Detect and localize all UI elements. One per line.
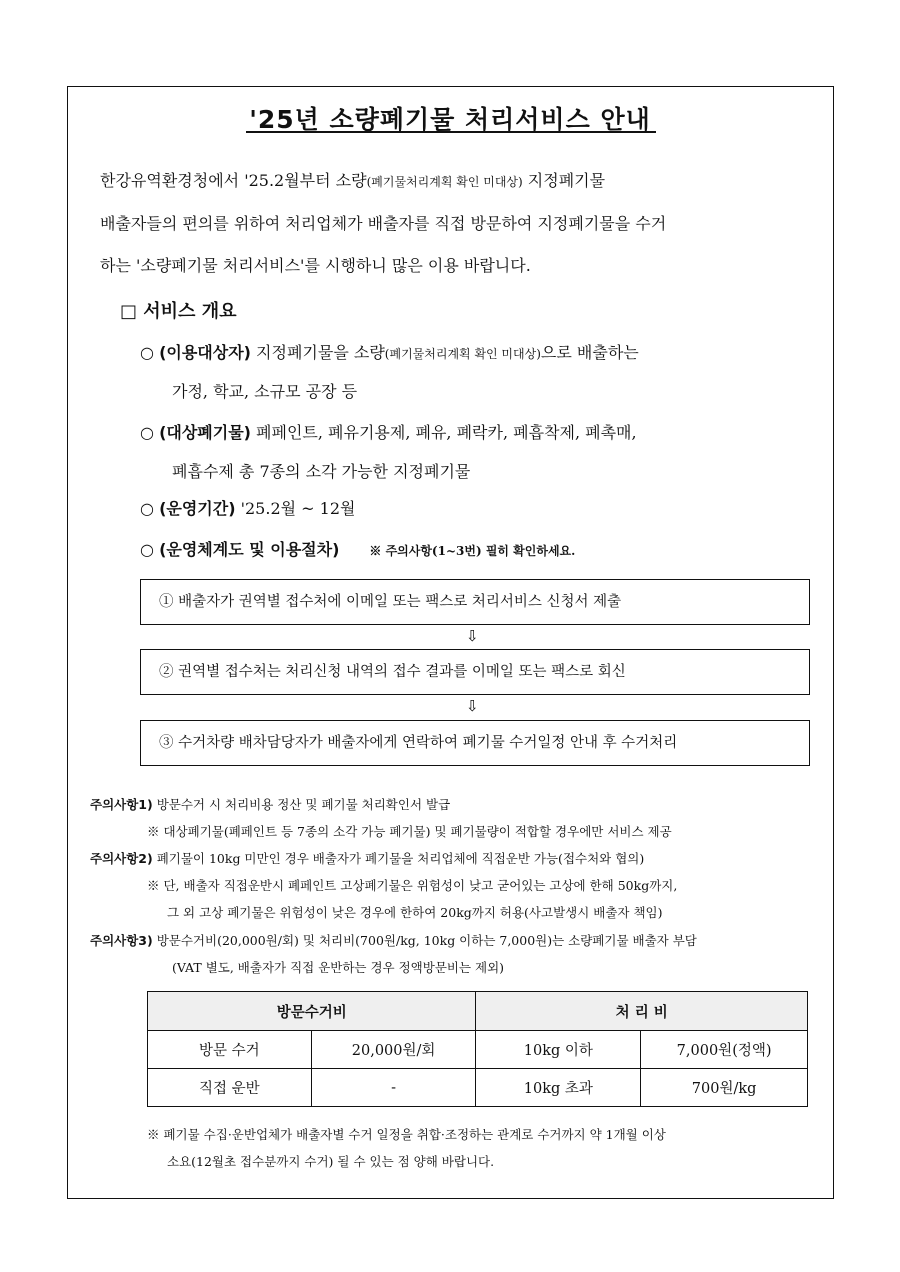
table-cell: 700원/kg: [641, 1069, 808, 1107]
table-row: [148, 1069, 808, 1107]
header-visit-fee: 방문수거비: [148, 992, 476, 1031]
final-note-line-2: 소요(12월초 접수분까지 수거) 될 수 있는 점 양해 바랍니다.: [167, 1154, 495, 1169]
overview-item-target-waste: ○ (대상폐기물) 폐페인트, 폐유기용제, 폐유, 폐락카, 폐흡착제, 폐촉매,: [140, 423, 637, 442]
table-cell: 직접 운반: [148, 1069, 312, 1107]
down-arrow-icon: ⇩: [466, 627, 479, 645]
fee-table-header: [148, 992, 808, 1031]
overview-item-target-users: ○ (이용대상자) 지정폐기물을 소량(폐기물처리계획 확인 미대상)으로 배출하는: [140, 343, 639, 362]
title-underline: [246, 131, 656, 133]
intro-line-3: 하는 '소량폐기물 처리서비스'를 시행하니 많은 이용 바랍니다.: [100, 256, 531, 275]
table-cell: 방문 수거: [148, 1031, 312, 1069]
page-title: '25년 소량폐기물 처리서비스 안내: [249, 105, 651, 134]
process-step-3: ③ 수거차량 배차담당자가 배출자에게 연락하여 폐기물 수거일정 안내 후 수거처리: [140, 720, 810, 766]
note-2: 주의사항2) 폐기물이 10kg 미만인 경우 배출자가 폐기물을 처리업체에 직접운반 가능(접수처와 협의): [90, 851, 645, 866]
process-step-1: ① 배출자가 권역별 접수처에 이메일 또는 팩스로 처리서비스 신청서 제출: [140, 579, 810, 625]
intro-line-2: 배출자들의 편의를 위하여 처리업체가 배출자를 직접 방문하여 지정폐기물을 수거: [100, 214, 667, 233]
note-1: 주의사항1) 방문수거 시 처리비용 정산 및 폐기물 처리확인서 발급: [90, 797, 451, 812]
header-processing-fee: 처 리 비: [476, 992, 808, 1031]
overview-item-target-waste-cont: 폐흡수제 총 7종의 소각 가능한 지정폐기물: [172, 462, 471, 481]
down-arrow-icon: ⇩: [466, 697, 479, 715]
notice-check: ※ 주의사항(1~3번) 필히 확인하세요.: [369, 544, 576, 558]
note-2-sub-2: 그 외 고상 폐기물은 위험성이 낮은 경우에 한하여 20kg까지 허용(사고발생시 배출자 책임): [167, 905, 663, 920]
note-1-sub: ※ 대상폐기물(폐페인트 등 7종의 소각 가능 폐기물) 및 폐기물량이 적합할 경우에만 서비스 제공: [147, 824, 672, 839]
overview-item-target-users-cont: 가정, 학교, 소규모 공장 등: [172, 382, 358, 401]
table-cell: 20,000원/회: [311, 1031, 476, 1069]
fee-table: [147, 991, 808, 1107]
note-2-sub-1: ※ 단, 배출자 직접운반시 폐페인트 고상폐기물은 위험성이 낮고 굳어있는 고상에 한해 50kg까지,: [147, 878, 678, 893]
table-cell: 10kg 이하: [476, 1031, 641, 1069]
overview-item-period: ○ (운영기간) '25.2월 ~ 12월: [140, 499, 356, 518]
table-cell: 10kg 초과: [476, 1069, 641, 1107]
note-3-sub: (VAT 별도, 배출자가 직접 운반하는 경우 정액방문비는 제외): [172, 960, 505, 975]
table-cell: -: [311, 1069, 476, 1107]
intro-line-1: 한강유역환경청에서 '25.2월부터 소량(폐기물처리계획 확인 미대상) 지정폐기물: [100, 171, 606, 190]
process-step-2: ② 권역별 접수처는 처리신청 내역의 접수 결과를 이메일 또는 팩스로 회신: [140, 649, 810, 695]
table-row: [148, 1031, 808, 1069]
note-3: 주의사항3) 방문수거비(20,000원/회) 및 처리비(700원/kg, 10kg 이하는 7,000원)는 소량폐기물 배출자 부담: [90, 933, 697, 948]
final-note-line-1: ※ 폐기물 수집·운반업체가 배출자별 수거 일정을 취합·조정하는 관계로 수거까지 약 1개월 이상: [147, 1127, 666, 1142]
intro-paragraph: [100, 160, 812, 287]
section-heading: □ 서비스 개요: [120, 301, 237, 322]
table-cell: 7,000원(정액): [641, 1031, 808, 1069]
overview-item-procedure: ○ (운영체계도 및 이용절차) ※ 주의사항(1~3번) 필히 확인하세요.: [140, 540, 576, 559]
